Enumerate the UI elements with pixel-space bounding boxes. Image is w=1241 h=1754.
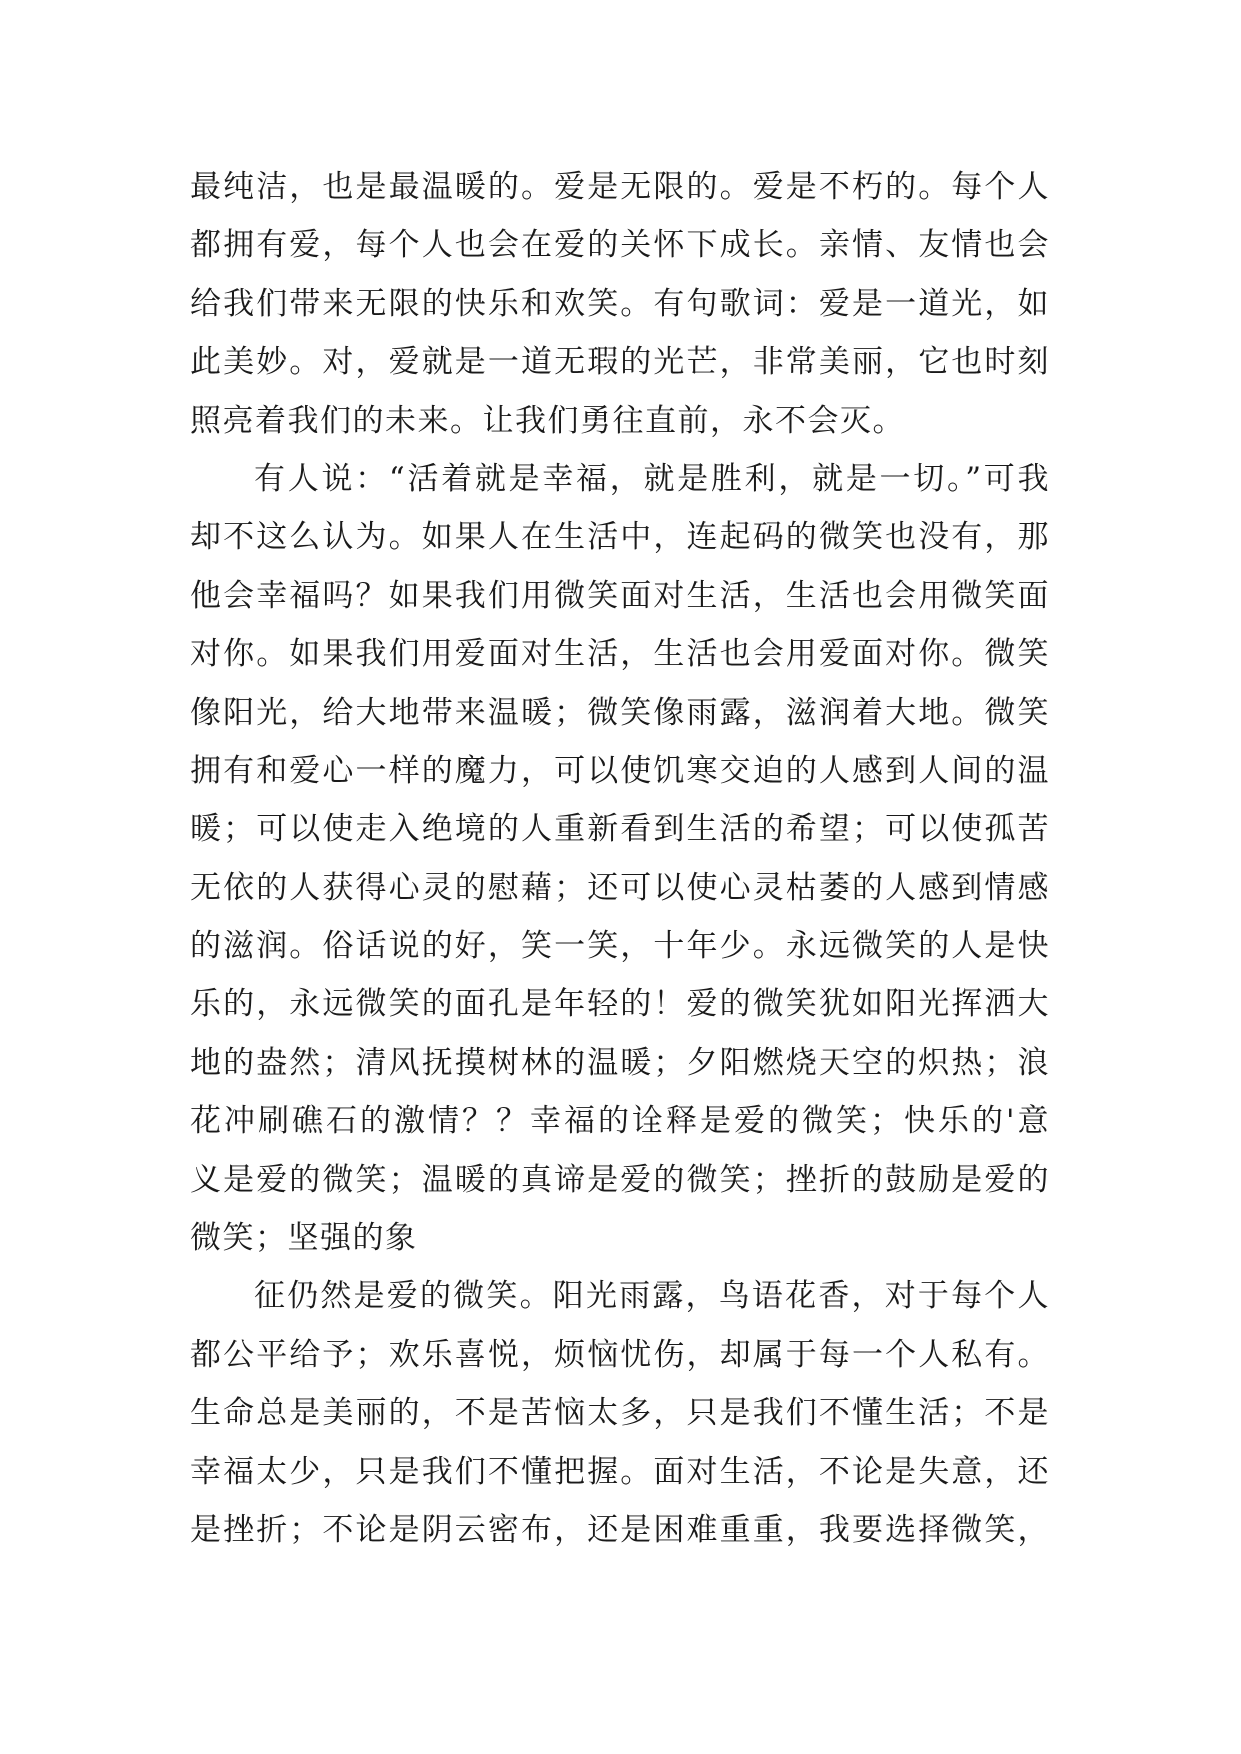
text-line: 照亮着我们的未来。让我们勇往直前，永不会灭。: [190, 402, 905, 439]
text-line: 像阳光，给大地带来温暖；微笑像雨露，滋润着大地。微笑: [190, 694, 1050, 731]
text-line: 却不这么认为。如果人在生活中，连起码的微笑也没有，那: [190, 519, 1050, 556]
text-line: 都公平给予；欢乐喜悦，烦恼忧伤，却属于每一个人私有。: [190, 1336, 1050, 1373]
text-line: 乐的，永远微笑的面孔是年轻的！爱的微笑犹如阳光挥洒大: [190, 986, 1050, 1023]
text-line: 微笑；坚强的象: [190, 1220, 418, 1257]
text-line: 生命总是美丽的，不是苦恼太多，只是我们不懂生活；不是: [190, 1395, 1050, 1432]
text-line: 征仍然是爱的微笑。阳光雨露，鸟语花香，对于每个人: [254, 1278, 1050, 1315]
text-line: 的滋润。俗话说的好，笑一笑，十年少。永远微笑的人是快: [190, 928, 1050, 965]
document-page: [190, 158, 1050, 1559]
paragraph-3: [190, 1267, 1050, 1559]
text-line: 对你。如果我们用爱面对生活，生活也会用爱面对你。微笑: [190, 636, 1050, 673]
text-line: 他会幸福吗？如果我们用微笑面对生活，生活也会用微笑面: [190, 577, 1050, 614]
text-line: 是挫折；不论是阴云密布，还是困难重重，我要选择微笑，: [190, 1511, 1050, 1548]
text-line: 花冲刷礁石的激情？？幸福的诠释是爱的微笑；快乐的'意: [190, 1103, 1050, 1140]
text-line: 幸福太少，只是我们不懂把握。面对生活，不论是失意，还: [190, 1453, 1050, 1490]
text-line: 无依的人获得心灵的慰藉；还可以使心灵枯萎的人感到情感: [190, 869, 1050, 906]
text-line: 有人说：“活着就是幸福，就是胜利，就是一切。”可我: [254, 460, 1050, 497]
text-line: 拥有和爱心一样的魔力，可以使饥寒交迫的人感到人间的温: [190, 752, 1050, 789]
text-line: 最纯洁，也是最温暖的。爱是无限的。爱是不朽的。每个人: [190, 169, 1050, 205]
text-line: 地的盎然；清风抚摸树林的温暖；夕阳燃烧天空的炽热；浪: [190, 1044, 1050, 1081]
text-line: 暖；可以使走入绝境的人重新看到生活的希望；可以使孤苦: [190, 811, 1050, 848]
text-line: 义是爱的微笑；温暖的真谛是爱的微笑；挫折的鼓励是爱的: [190, 1161, 1050, 1198]
paragraph-2: [190, 450, 1050, 1267]
text-line: 都拥有爱，每个人也会在爱的关怀下成长。亲情、友情也会: [190, 227, 1050, 264]
text-line: 此美妙。对，爱就是一道无瑕的光芒，非常美丽，它也时刻: [190, 344, 1050, 381]
text-line: 给我们带来无限的快乐和欢笑。有句歌词：爱是一道光，如: [190, 285, 1050, 322]
paragraph-1: [190, 158, 1050, 450]
